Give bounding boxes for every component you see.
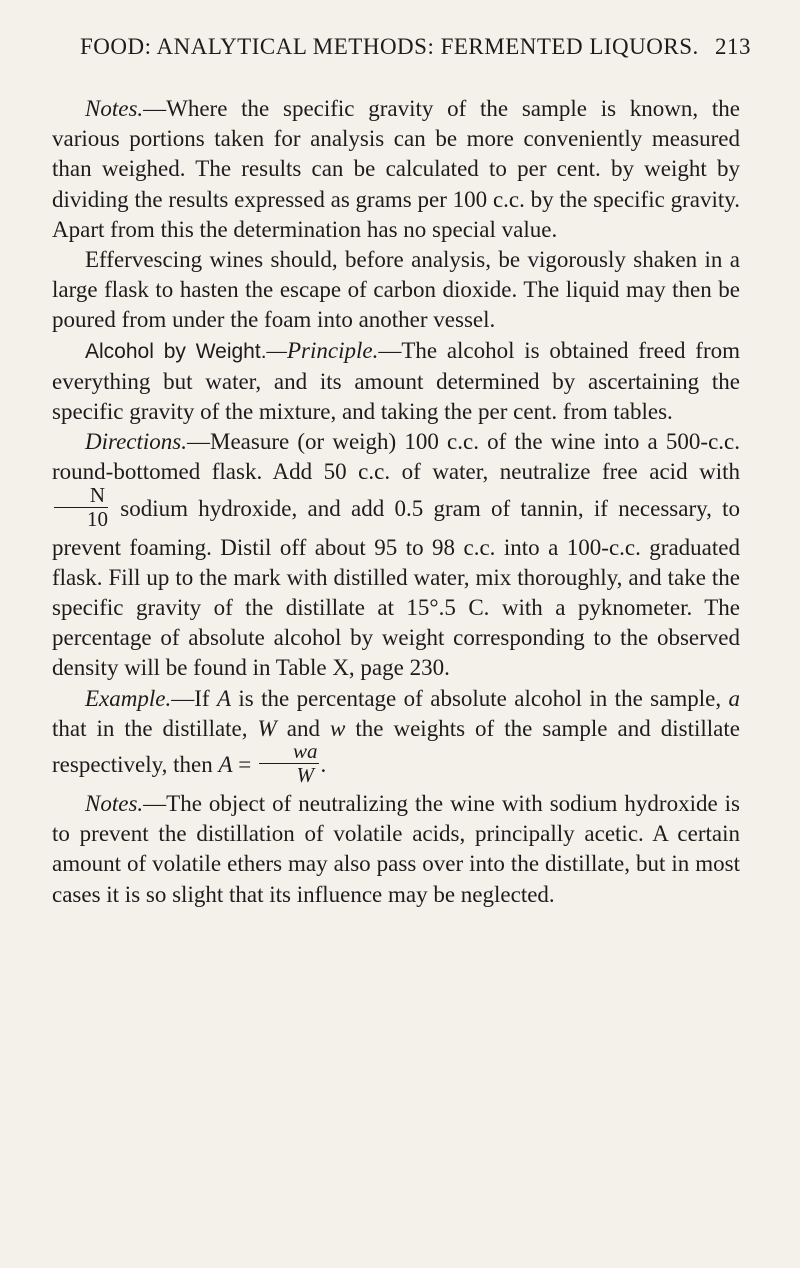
example-text-d: and — [276, 715, 330, 741]
equation-sign: = — [232, 751, 258, 777]
directions-text-a: —Measure (or weigh) 100 c.c. of the wine into a 500-c.c. round-bottomed flask. Add 50 c.c. of water, neutralize free acid with — [52, 429, 740, 485]
paragraph-notes-specific-gravity — [52, 94, 740, 245]
var-A: A — [216, 685, 232, 711]
example-text-a: —If — [171, 685, 217, 711]
var-a: a — [728, 685, 740, 711]
var-W: W — [257, 715, 277, 741]
normality-fraction — [54, 482, 108, 531]
fraction-numerator: N — [54, 485, 108, 508]
example-text-c: that in the distillate, — [52, 715, 258, 741]
equation-fraction — [259, 741, 319, 786]
directions-text-b: sodium hydroxide, and add 0.5 gram of tannin, if necessary, to prevent foaming. Distil off about 95 to 98 c.c. into a 100-c.c. graduated flask. Fill up to the mark with distilled water, mix thoroughly, and take the specific gravity of the distillate at 15°.5 C. with a pyknometer. The percentage of absolute alcohol by weight corresponding to the observed density will be found in Table X, page 230. — [52, 495, 741, 681]
principle-label: —Principle. — [266, 337, 379, 363]
equation-denominator: W — [296, 763, 315, 788]
notes-label-2: Notes. — [85, 791, 144, 817]
example-text-b: is the percentage of absolute alcohol in the sample, — [231, 685, 729, 711]
paragraph-notes-neutralizing — [52, 789, 740, 910]
example-text-e: the weights of the sample and distillate respectively, then — [52, 715, 740, 777]
directions-label: Directions. — [85, 429, 187, 455]
page-number: 213 — [715, 34, 752, 59]
paragraph-example — [52, 684, 740, 789]
running-header — [80, 34, 752, 60]
notes-text-2: —The object of neutralizing the wine with sodium hydroxide is to prevent the distillation of volatile acids, principally acetic. A certain amount of volatile ethers may also pass over into the distillate, but in most cases it is so slight that its influence may be neglected. — [52, 791, 740, 907]
effervescing-text: Effervescing wines should, before analysis, be vigorously shaken in a large flask to hasten the escape of carbon dioxide. The liquid may then be poured from under the foam into another vessel. — [52, 247, 740, 333]
var-w: w — [329, 715, 346, 741]
example-label: Example. — [85, 685, 172, 711]
notes-text: —Where the specific gravity of the sample is known, the various portions taken for analysis can be more conveniently measured than weighed. The results can be calculated to per cent. by weight by dividing the results expressed as grams per 100 c.c. by the specific gravity. Apart from this the determination has no special value. — [52, 96, 740, 242]
principle-text: —The alcohol is obtained freed from everything but water, and its amount determined by ascertaining the specific gravity of the mixture, and taking the per cent. from tables. — [52, 337, 740, 425]
equation-lhs: A — [218, 751, 233, 777]
equation-numerator: wa — [259, 741, 319, 764]
paragraph-effervescing-wines — [52, 245, 740, 336]
fraction-denominator: 10 — [87, 506, 108, 531]
paragraph-directions — [52, 427, 740, 683]
section-heading: Alcohol by Weight. — [85, 339, 267, 363]
paragraph-alcohol-by-weight — [52, 336, 740, 428]
page-body — [52, 94, 740, 910]
equation-end: . — [320, 751, 327, 777]
notes-label: Notes. — [85, 96, 144, 121]
running-title: FOOD: ANALYTICAL METHODS: FERMENTED LIQUORS. — [80, 34, 699, 59]
